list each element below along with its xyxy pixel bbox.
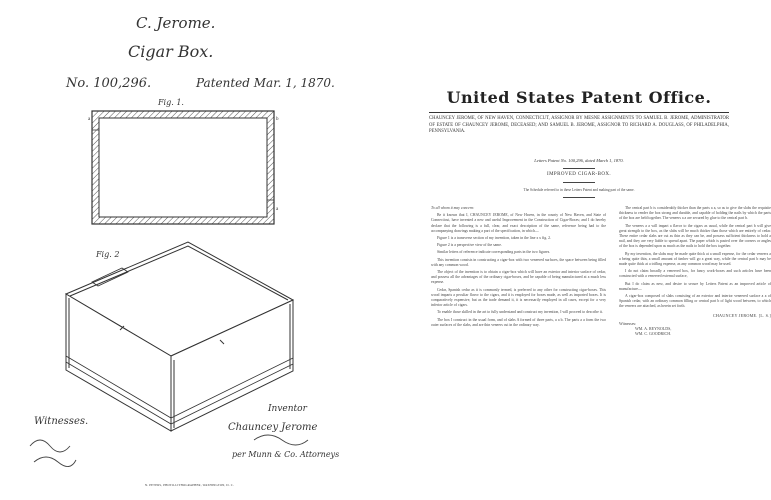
witness-name: WM. A. REYNOLDS, — [635, 326, 672, 332]
paragraph: I do not claim broadly a veneered box, for fancy work-boxes and such articles have been constructed with a veneered external surface, — [619, 269, 771, 279]
svg-text:b: b — [276, 117, 279, 122]
fig1-label: Fig. 1. — [158, 98, 184, 107]
short-rule-1 — [563, 168, 595, 169]
spec-column-2 — [619, 206, 771, 336]
paragraph: The veneers a a will impart a flavor to the cigars as usual, while the central part b will give great strength to the box, as the slabs will be much thicker than those which are entirely of cedar. These entire cedar slabs are cut as thin as they can be, and possess sufficient thickness to hold a nail, and they are very liable to spread apart. The paper which is pasted over the corners or angles of the box is depended upon as much as the nails to hold the box together. — [619, 223, 771, 249]
fig2-label: Fig. 2 — [96, 250, 120, 259]
fig1-section-drawing — [88, 111, 279, 224]
invention-title: Cigar Box. — [128, 42, 214, 61]
short-rule-3 — [563, 197, 595, 198]
improvement-title: IMPROVED CIGAR-BOX. — [547, 172, 611, 177]
patentee-signature: CHAUNCEY JEROME. [L. S.] — [712, 312, 771, 318]
paragraph: This invention consists in constructing a cigar-box with two veneered surfaces, the space between being filled with any common wood. — [431, 257, 606, 267]
attorney-signature: per Munn & Co. Attorneys — [232, 450, 340, 459]
spec-column-1 — [431, 206, 606, 330]
paragraph: The central part b is considerably thicker than the parts a a, so as to give the slabs the requisite thickness to render the box strong and durable, and capable of holding the nails by which the parts of the box are held together. The veneers a a are secured by glue to the central part b. — [619, 206, 771, 221]
inventor-label: Inventor — [268, 404, 307, 414]
inventor-signature: Chauncey Jerome — [228, 422, 318, 433]
paragraph: To enable those skilled in the art to fully understand and construct my invention, I will proceed to describe it. — [437, 310, 603, 315]
paragraph: Similar letters of reference indicate corresponding parts in the two figures. — [437, 250, 551, 255]
svg-text:a: a — [88, 117, 91, 122]
photolithographer-credit: N. PETERS, PHOTO-LITHOGRAPHER, WASHINGTON, D. C. — [145, 483, 234, 487]
title-rule — [429, 112, 729, 113]
paragraph: By my invention, the slabs may be made quite thick at a small expense, for the cedar veneers a a being quite thin, a small amount of timber will go a great way, while the central part b may be made quite thick at a trifling expense, as any common wood may be used. — [619, 251, 771, 267]
paragraph: Cedar, Spanish cedar as it is commonly termed, is preferred to any other for constructing cigar-boxes. This wood imparts a peculiar flavor to the cigars, and it is employed for boxes made, as well as imported boxes. It is comparatively expensive, but as the trade demand it, it is necessarily employed in all cases, except for a very inferior article of cigars. — [431, 287, 606, 308]
svg-text:a: a — [276, 207, 279, 212]
witnesses-label: Witnesses. — [34, 416, 89, 427]
paragraph: Be it known that I, CHAUNCEY JEROME, of New Haven, in the county of New Haven, and State of Connecticut, have invented a new and useful Improvement in the Construction of Cigar-Boxes; and I do hereby declare that the following is a full, clear, and exact description of the same, reference being had to the accompanying drawings making a part of the specification, in which— — [431, 213, 606, 233]
paragraph: Figure 1 is a transverse section of my invention, taken in the line x x fig. 2. — [437, 236, 551, 241]
short-rule-2 — [563, 182, 595, 183]
paragraph: To all whom it may concern: — [431, 206, 475, 210]
schedule-line: The Schedule referred to in these Letters Patent and making part of the same. — [523, 188, 635, 192]
paragraph: The box I construct in the usual form, and of slabs A formed of three parts, a a b. The parts a a form the two outer surfaces of the slabs, and are thin veneers cut in the ordinary way. — [431, 317, 606, 327]
patent-number: No. 100,296. — [66, 76, 152, 91]
witnesses-heading: Witnesses: — [619, 320, 637, 326]
office-title: United States Patent Office. — [446, 88, 712, 107]
drawing-sheet — [0, 0, 381, 500]
patentee-heading: CHAUNCEY JEROME, OF NEW HAVEN, CONNECTICUT, ASSIGNOR BY MESNE ASSIGNMENTS TO SAMUEL B. JEROME, ADMINISTRATOR OF ESTATE OF CHAUNCEY JEROME, DECEASED; AND SAMUEL B. JEROME, ASSIGNOR TO RICHARD A. DOUGLASS, OF PHILADELPHIA, PENNSYLVANIA. — [429, 116, 729, 135]
specification-sheet — [381, 0, 771, 500]
paragraph: A cigar-box composed of slabs consisting of an exterior and interior veneered surface a a of Spanish cedar, with an ordinary common filling or central part b of light wood between, to which the veneers are attached, as herein set forth. — [619, 294, 771, 309]
paragraph: But I do claim as new, and desire to secure by Letters Patent as an improved article of manufacture— — [619, 281, 771, 291]
paragraph: The object of the invention is to obtain a cigar-box which will have an exterior and interior surface of cedar, and possess all the advantages of the ordinary cigar-boxes, and be capable of being manufactured at a much less expense. — [431, 270, 606, 285]
patent-date: Patented Mar. 1, 1870. — [196, 76, 335, 90]
paragraph: Figure 2 is a perspective view of the same. — [437, 243, 502, 248]
fig2-perspective-drawing — [66, 242, 293, 431]
inventor-name: C. Jerome. — [136, 14, 216, 32]
letters-patent-line: Letters Patent No. 100,296, dated March 1, 1870. — [534, 158, 624, 163]
witness-name: WM. C. GOODRICH. — [635, 331, 672, 337]
